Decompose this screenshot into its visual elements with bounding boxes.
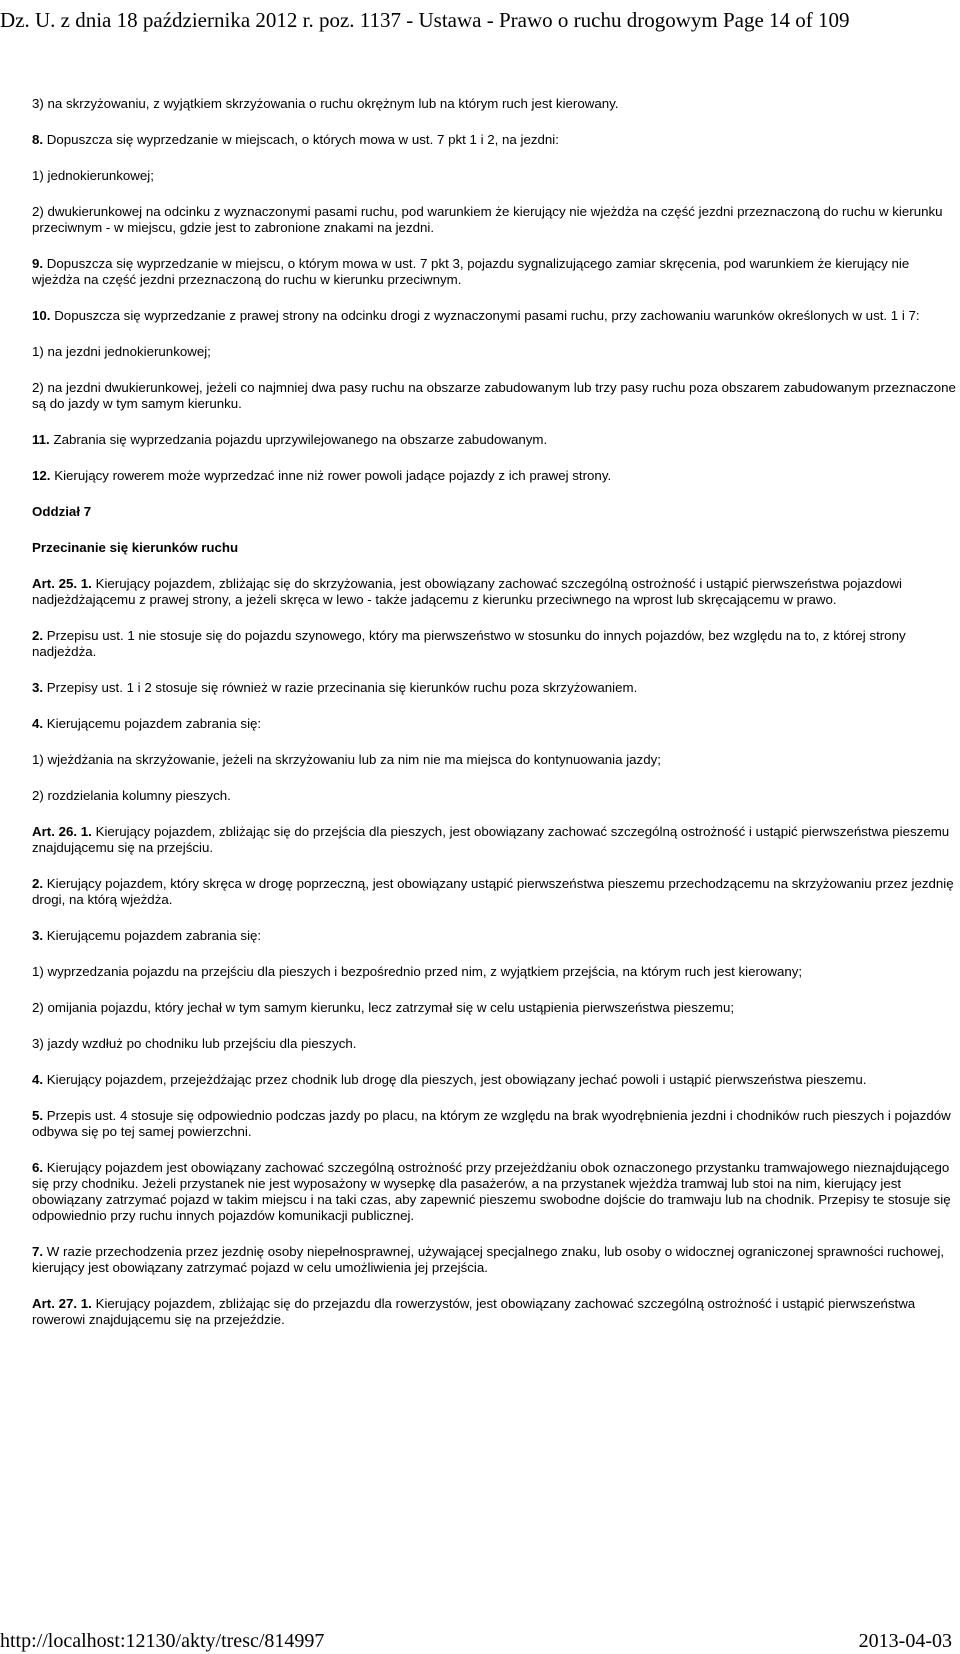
paragraph-text: Przepis ust. 4 stosuje się odpowiednio podczas jazdy po placu, na którym ze względu na brak wyodrębnienia jezdni i chodników ruch pieszych i pojazdów odbywa się po tej samej powierzchni.	[32, 1108, 951, 1139]
paragraph-text: 3) jazdy wzdłuż po chodniku lub przejściu dla pieszych.	[32, 1036, 357, 1051]
paragraph	[32, 344, 960, 360]
paragraph-text: 2) dwukierunkowej na odcinku z wyznaczonymi pasami ruchu, pod warunkiem że kierujący nie wjeżdża na część jezdni przeznaczoną do ruchu w kierunku przeciwnym - w miejscu, gdzie jest to zabronione znakami na jezdni.	[32, 204, 943, 235]
paragraph-group-1	[32, 96, 960, 484]
paragraph-text: 2) rozdzielania kolumny pieszych.	[32, 788, 231, 803]
paragraph-text: Przepisy ust. 1 i 2 stosuje się również w razie przecinania się kierunków ruchu poza skrzyżowaniem.	[43, 680, 638, 695]
document-body	[32, 96, 960, 1348]
paragraph-number: 9.	[32, 256, 44, 271]
paragraph	[32, 628, 960, 660]
paragraph-number: Art. 27. 1.	[32, 1296, 92, 1311]
paragraph-number: 2.	[32, 628, 44, 643]
paragraph-number: 8.	[32, 132, 44, 147]
paragraph	[32, 716, 960, 732]
paragraph	[32, 468, 960, 484]
paragraph	[32, 432, 960, 448]
paragraph-number: 7.	[32, 1244, 44, 1259]
paragraph-text: 1) wyprzedzania pojazdu na przejściu dla pieszych i bezpośrednio przed nim, z wyjątkiem przejścia, na którym ruch jest kierowany;	[32, 964, 803, 979]
page-header: Dz. U. z dnia 18 października 2012 r. poz. 1137 - Ustawa - Prawo o ruchu drogowym Page 14 of 109	[0, 8, 850, 32]
paragraph	[32, 680, 960, 696]
paragraph-text: 3) na skrzyżowaniu, z wyjątkiem skrzyżowania o ruchu okrężnym lub na którym ruch jest kierowany.	[32, 96, 619, 111]
paragraph-text: Kierujący rowerem może wyprzedzać inne niż rower powoli jadące pojazdy z ich prawej strony.	[50, 468, 612, 483]
paragraph-text: Zabrania się wyprzedzania pojazdu uprzywilejowanego na obszarze zabudowanym.	[49, 432, 548, 447]
paragraph-number: Art. 25. 1.	[32, 576, 92, 591]
paragraph-text: 2) omijania pojazdu, który jechał w tym samym kierunku, lecz zatrzymał się w celu ustąpienia pierwszeństwa pieszemu;	[32, 1000, 735, 1015]
paragraph-text: Kierujący pojazdem, zbliżając się do przejścia dla pieszych, jest obowiązany zachować szczególną ostrożność i ustąpić pierwszeństwa pieszemu znajdującemu się na przejściu.	[32, 824, 950, 855]
paragraph-text: Kierujący pojazdem, przejeżdżając przez chodnik lub drogę dla pieszych, jest obowiązany jechać powoli i ustąpić pierwszeństwa pieszemu.	[43, 1072, 867, 1087]
paragraph	[32, 824, 960, 856]
paragraph-text: Kierującemu pojazdem zabrania się:	[43, 928, 262, 943]
paragraph	[32, 928, 960, 944]
paragraph-number: 11.	[32, 432, 50, 447]
paragraph	[32, 576, 960, 608]
division-heading: Oddział 7	[32, 504, 92, 519]
paragraph-text: Kierującemu pojazdem zabrania się:	[43, 716, 262, 731]
paragraph-text: 2) na jezdni dwukierunkowej, jeżeli co najmniej dwa pasy ruchu na obszarze zabudowanym lub trzy pasy ruchu poza obszarem zabudowanym przeznaczone są do jazdy w tym samym kierunku.	[32, 380, 956, 411]
paragraph-number: 2.	[32, 876, 44, 891]
footer-date: 2013-04-03	[858, 1630, 952, 1652]
paragraph	[32, 752, 960, 768]
paragraph-text: 1) wjeżdżania na skrzyżowanie, jeżeli na skrzyżowaniu lub za nim nie ma miejsca do kontynuowania jazdy;	[32, 752, 661, 767]
paragraph-text: Kierujący pojazdem, zbliżając się do przejazdu dla rowerzystów, jest obowiązany zachować szczególną ostrożność i ustąpić pierwszeństwa rowerowi znajdującemu się na przejeździe.	[32, 1296, 916, 1327]
paragraph-number: 10.	[32, 308, 51, 323]
paragraph-text: Dopuszcza się wyprzedzanie w miejscach, o których mowa w ust. 7 pkt 1 i 2, na jezdni:	[43, 132, 559, 147]
paragraph	[32, 788, 960, 804]
footer-url: http://localhost:12130/akty/tresc/814997	[0, 1630, 325, 1652]
paragraph	[32, 1036, 960, 1052]
paragraph-number: 12.	[32, 468, 51, 483]
paragraph-number: Art. 26. 1.	[32, 824, 92, 839]
paragraph-text: Dopuszcza się wyprzedzanie w miejscu, o którym mowa w ust. 7 pkt 3, pojazdu sygnalizującego zamiar skręcenia, pod warunkiem że kierujący nie wjeżdża na część jezdni przeznaczoną do ruchu w kierunku przeciwnym.	[32, 256, 910, 287]
paragraph	[32, 96, 960, 112]
paragraph-number: 4.	[32, 1072, 44, 1087]
paragraph	[32, 204, 960, 236]
section-title: Przecinanie się kierunków ruchu	[32, 540, 239, 555]
paragraph-text: 1) jednokierunkowej;	[32, 168, 154, 183]
paragraph	[32, 380, 960, 412]
paragraph-text: Dopuszcza się wyprzedzanie z prawej strony na odcinku drogi z wyznaczonymi pasami ruchu, przy zachowaniu warunków określonych w ust. 1 i 7:	[50, 308, 920, 323]
paragraph-number: 5.	[32, 1108, 44, 1123]
paragraph-text: Kierujący pojazdem, który skręca w drogę poprzeczną, jest obowiązany ustąpić pierwszeństwa pieszemu przechodzącemu na skrzyżowaniu przez jezdnię drogi, na którą wjeżdża.	[32, 876, 954, 907]
paragraph	[32, 1108, 960, 1140]
paragraph	[32, 1244, 960, 1276]
paragraph	[32, 1072, 960, 1088]
paragraph-number: 6.	[32, 1160, 44, 1175]
paragraph-number: 4.	[32, 716, 44, 731]
paragraph	[32, 1000, 960, 1016]
paragraph	[32, 256, 960, 288]
paragraph	[32, 1296, 960, 1328]
paragraph-text: Kierujący pojazdem jest obowiązany zachować szczególną ostrożność przy przejeżdżaniu obok oznaczonego przystanku tramwajowego nieznajdującego się przy chodniku. Jeżeli przystanek nie jest wyposażony w wysepkę dla pasażerów, a na przystanek wjeżdża tramwaj lub stoi na nim, kierujący jest obowiązany zatrzymać pojazd w takim miejscu i na taki czas, aby zapewnić pieszemu swobodne dojście do tramwaju lub na chodnik. Przepisy te stosuje się odpowiednio przy ruchu innych pojazdów komunikacji publicznej.	[32, 1160, 951, 1223]
paragraph	[32, 964, 960, 980]
paragraph-text: Przepisu ust. 1 nie stosuje się do pojazdu szynowego, który ma pierwszeństwo w stosunku do innych pojazdów, bez względu na to, z której strony nadjeżdża.	[32, 628, 906, 659]
paragraph-number: 3.	[32, 928, 44, 943]
paragraph	[32, 308, 960, 324]
paragraph-group-2	[32, 576, 960, 1328]
paragraph	[32, 876, 960, 908]
paragraph	[32, 132, 960, 148]
paragraph-text: W razie przechodzenia przez jezdnię osoby niepełnosprawnej, używającej specjalnego znaku, lub osoby o widocznej ograniczonej sprawności ruchowej, kierujący jest obowiązany zatrzymać pojazd w celu umożliwienia jej przejścia.	[32, 1244, 945, 1275]
paragraph	[32, 168, 960, 184]
paragraph	[32, 1160, 960, 1224]
paragraph-text: 1) na jezdni jednokierunkowej;	[32, 344, 211, 359]
paragraph-number: 3.	[32, 680, 44, 695]
paragraph-text: Kierujący pojazdem, zbliżając się do skrzyżowania, jest obowiązany zachować szczególną ostrożność i ustąpić pierwszeństwa pojazdowi nadjeżdżającemu z prawej strony, a jeżeli skręca w lewo - także jadącemu z kierunku przeciwnego na wprost lub skręcającemu w prawo.	[32, 576, 902, 607]
